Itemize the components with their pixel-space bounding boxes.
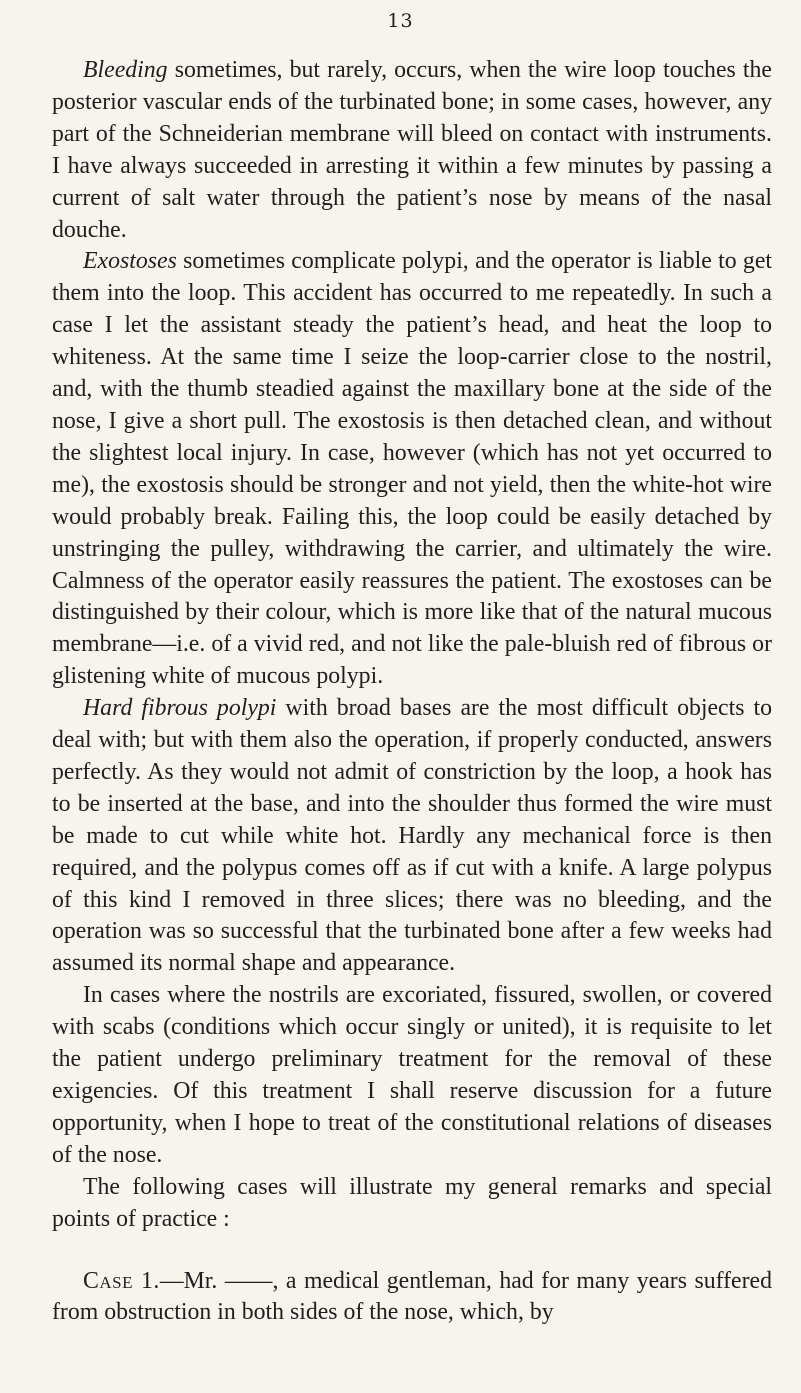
case-heading: Case 1. xyxy=(83,1267,160,1294)
paragraph-hard-fibrous-polypi xyxy=(52,693,772,980)
body-text xyxy=(52,55,772,1329)
paragraph-text: sometimes, but rarely, occurs, when the wire loop touches the posterior vascular ends of the turbinated bone; in some cases, however, any part of the Schneiderian membrane will bleed on contact with instruments. I have always succeeded in arresting it within a few minutes by passing a current of salt water through the patient’s nose by means of the nasal douche. xyxy=(52,57,772,243)
paragraph-bleeding xyxy=(52,55,772,246)
page-number: 13 xyxy=(387,10,414,32)
paragraph-nostril-conditions xyxy=(52,980,772,1171)
paragraph-text: with broad bases are the most difficult objects to deal with; but with them also the operation, if properly conducted, answers perfectly. As they would not admit of constriction by the loop, a hook has to be inserted at the base, and into the shoulder thus formed the wire must be made to cut while white hot. Hardly any mechanical force is then required, and the polypus comes off as if cut with a knife. A large polypus of this kind I removed in three slices; there was no bleeding, and the operation was so successful that the turbinated bone after a few weeks had assumed its normal shape and appearance. xyxy=(52,695,772,977)
paragraph-text: sometimes complicate polypi, and the operator is liable to get them into the loop. This accident has occurred to me repeatedly. In such a case I let the assistant steady the patient’s head, and heat the loop to whiteness. At the same time I seize the loop-carrier close to the nostril, and, with the thumb steadied against the maxillary bone at the side of the nose, I give a short pull. The exostosis is then detached clean, and without the slightest local injury. In case, however (which has not yet occurred to me), the exostosis should be stronger and not yield, then the white-hot wire would probably break. Failing this, the loop could be easily detached by unstringing the pulley, withdrawing the carrier, and ultimately the wire. Calmness of the operator easily reassures the patient. The exostoses can be distinguished by their colour, which is more like that of the natural mucous membrane—i.e. of a vivid red, and not like the pale-bluish red of fibrous or glistening white of mucous polypi. xyxy=(52,248,772,690)
paragraph-following-cases xyxy=(52,1172,772,1236)
case-text: —Mr. ——, a medical gentleman, had for many years suffered from obstruction in both sides of the nose, which, by xyxy=(52,1267,772,1326)
paragraph-lead: Exostoses xyxy=(83,248,177,275)
paragraph-case-1 xyxy=(52,1266,772,1330)
paragraph-text: In cases where the nostrils are excoriated, fissured, swollen, or covered with scabs (conditions which occur singly or united), it is requisite to let the patient undergo preliminary treatment for the removal of these exigencies. Of this treatment I shall reserve discussion for a future opportunity, when I hope to treat of the constitutional relations of diseases of the nose. xyxy=(52,982,772,1168)
paragraph-text: The following cases will illustrate my general remarks and special points of practice : xyxy=(52,1173,772,1232)
paragraph-lead: Hard fibrous polypi xyxy=(83,695,277,722)
paragraph-lead: Bleeding xyxy=(83,57,168,83)
paragraph-exostoses xyxy=(52,246,772,693)
